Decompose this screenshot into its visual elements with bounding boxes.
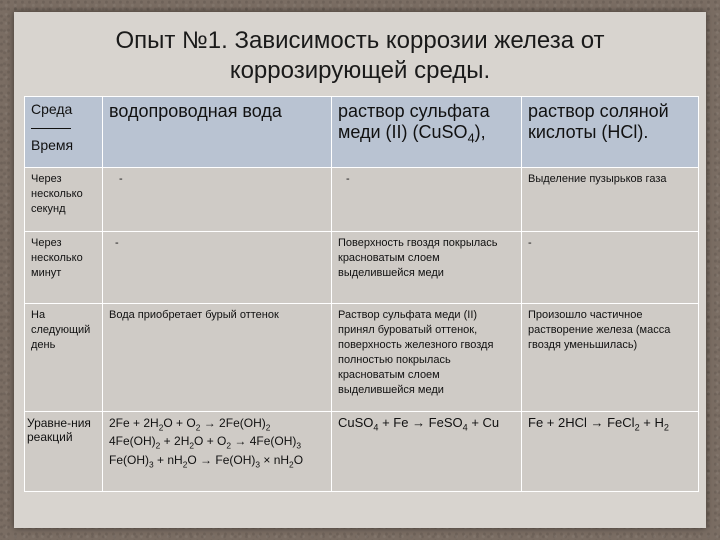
cell-water-minutes: - [103, 232, 332, 304]
row-label-minutes: Через несколько минут [25, 232, 103, 304]
row-label-next-day: На следующий день [25, 304, 103, 412]
header-corner-cell [25, 97, 103, 168]
equation-line-2: $4Fe(OH)_2 + 2H_2O + O_2 \to 4Fe(OH)_3$ [109, 434, 302, 451]
cell-copper-minutes: Поверхность гвоздя покрылась красноватым слоем выделившейся меди [332, 232, 522, 304]
header-copper-end: ), [474, 122, 486, 142]
header-copper-sub: 4 [467, 131, 475, 146]
header-copper-text: раствор сульфата меди (II) (CuSO [338, 101, 490, 142]
results-table [24, 96, 699, 492]
cell-acid-minutes: - [522, 232, 699, 304]
header-tap-water: водопроводная вода [103, 97, 332, 168]
header-copper-sulfate [332, 97, 522, 168]
equation-line-3: $Fe(OH)_3 + nH_2O \to Fe(OH)_3 \times nH_2O$ [109, 452, 304, 470]
equation-line-1: $2Fe + 2H_2O + O_2 \to 2Fe(OH)_2$ [109, 416, 271, 433]
row-label-seconds: Через несколько секунд [25, 168, 103, 232]
table-row [25, 304, 699, 412]
cell-copper-seconds: - [332, 168, 522, 232]
equation-acid: Fe + 2HCl → FeCl$_2$ + $H_2$ [522, 412, 699, 492]
table-row [25, 232, 699, 304]
equation-copper: CuSO$_4$ + Fe → FeSO$_4$ + Cu [332, 412, 522, 492]
equations-water [103, 412, 332, 492]
cell-water-next-day: Вода приобретает бурый оттенок [103, 304, 332, 412]
title-line-2: коррозирующей среды. [229, 57, 491, 84]
slide-title [14, 26, 706, 86]
table-row [25, 168, 699, 232]
title-line-1: Опыт №1. Зависимость коррозии железа от [115, 27, 605, 54]
cell-acid-seconds: Выделение пузырьков газа [522, 168, 699, 232]
table-header-row [25, 97, 699, 168]
cell-copper-next-day: Раствор сульфата меди (II) принял буроватый оттенок, поверхность железного гвоздя полностью покрылась красноватым слоем выделившейся меди [332, 304, 522, 412]
header-hydrochloric-acid: раствор соляной кислоты (HCl). [522, 97, 699, 168]
equations-row [25, 412, 699, 492]
slide [14, 12, 706, 528]
corner-time-label: Время [31, 137, 74, 153]
cell-water-seconds: - [103, 168, 332, 232]
corner-medium-label: Среда [31, 101, 73, 117]
cell-acid-next-day: Произошло частичное растворение железа (масса гвоздя уменьшилась) [522, 304, 699, 412]
row-label-equations: Уравне-ния реакций [25, 412, 103, 492]
corner-divider [31, 128, 71, 129]
